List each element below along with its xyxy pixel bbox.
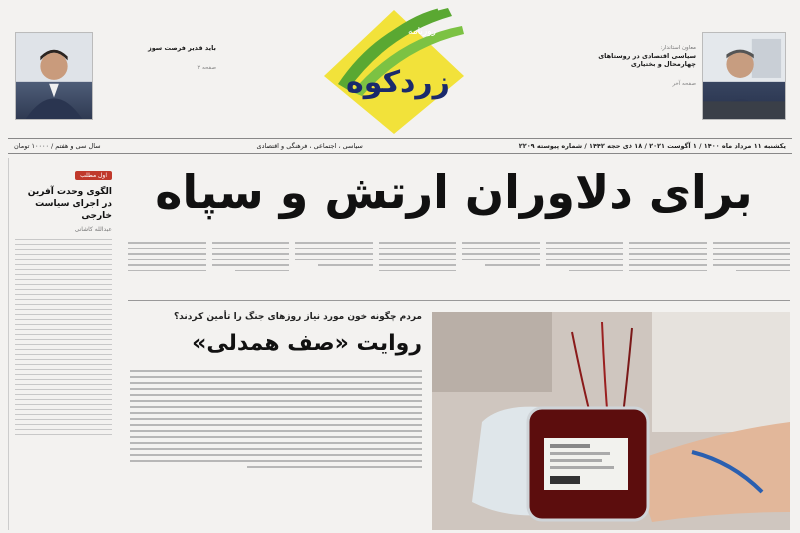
right-teaser-foot: صفحه آخر	[672, 81, 696, 87]
right-teaser[interactable]	[576, 44, 696, 88]
sidebar-tag: اول مطلب	[75, 171, 112, 180]
main-headline[interactable]: برای دلاوران ارتش و سپاه	[155, 165, 753, 219]
left-portrait-photo	[15, 32, 93, 120]
left-teaser-headline: باید قدیر فرصت سوز	[147, 44, 216, 52]
right-teaser-headline: سیاسی اقتصادی در روستاهای چهارمحال و بختیاری	[598, 52, 696, 68]
opinion-sidebar[interactable]	[8, 158, 118, 530]
left-teaser[interactable]	[96, 44, 216, 72]
year-price: سال سی و هفتم / ۱۰۰۰۰ تومان	[14, 142, 101, 150]
text-column	[462, 238, 540, 296]
text-column	[629, 238, 707, 296]
text-column	[128, 238, 206, 296]
logo-graphic	[318, 4, 470, 136]
masthead	[0, 0, 800, 138]
text-column	[546, 238, 624, 296]
story-body-text	[130, 370, 422, 468]
right-portrait-photo	[702, 32, 786, 120]
issue-info-bar	[8, 138, 792, 154]
feature-story[interactable]	[128, 312, 424, 530]
blood-bag-photo	[432, 312, 790, 530]
left-teaser-foot: صفحه ۲	[197, 65, 216, 71]
article-columns	[128, 238, 790, 296]
issue-date: یکشنبه ۱۱ مرداد ماه ۱۴۰۰ / ۱ آگوست ۲۰۲۱ / ۱۸ ذی حجه ۱۴۴۲ / شماره پیوسته ۲۲۰۹	[518, 142, 786, 150]
newspaper-logo[interactable]	[318, 4, 470, 136]
story-kicker: مردم چگونه خون مورد نیاز روزهای جنگ را تأمین کردند؟	[173, 312, 422, 322]
logo-text: زردکوه	[346, 65, 450, 100]
sidebar-author: عبدالله کاشانی	[74, 226, 112, 233]
text-column	[295, 238, 373, 296]
section-divider	[128, 300, 790, 301]
section-label: سیاسی ، اجتماعی ، فرهنگی و اقتصادی	[256, 142, 363, 150]
text-column	[713, 238, 791, 296]
story-headline: روایت «صف همدلی»	[192, 331, 422, 356]
text-column	[379, 238, 457, 296]
sidebar-body-text	[15, 239, 112, 435]
text-column	[212, 238, 290, 296]
portrait-illustration	[16, 33, 92, 119]
logo-small-text: روزنامه	[408, 27, 436, 37]
sidebar-title: الگوی وحدت آفرین در اجرای سیاست خارجی	[27, 187, 112, 221]
right-teaser-kicker: معاون استاندار:	[660, 45, 696, 51]
blood-bag-illustration	[432, 312, 790, 530]
portrait-illustration-right	[703, 33, 785, 119]
